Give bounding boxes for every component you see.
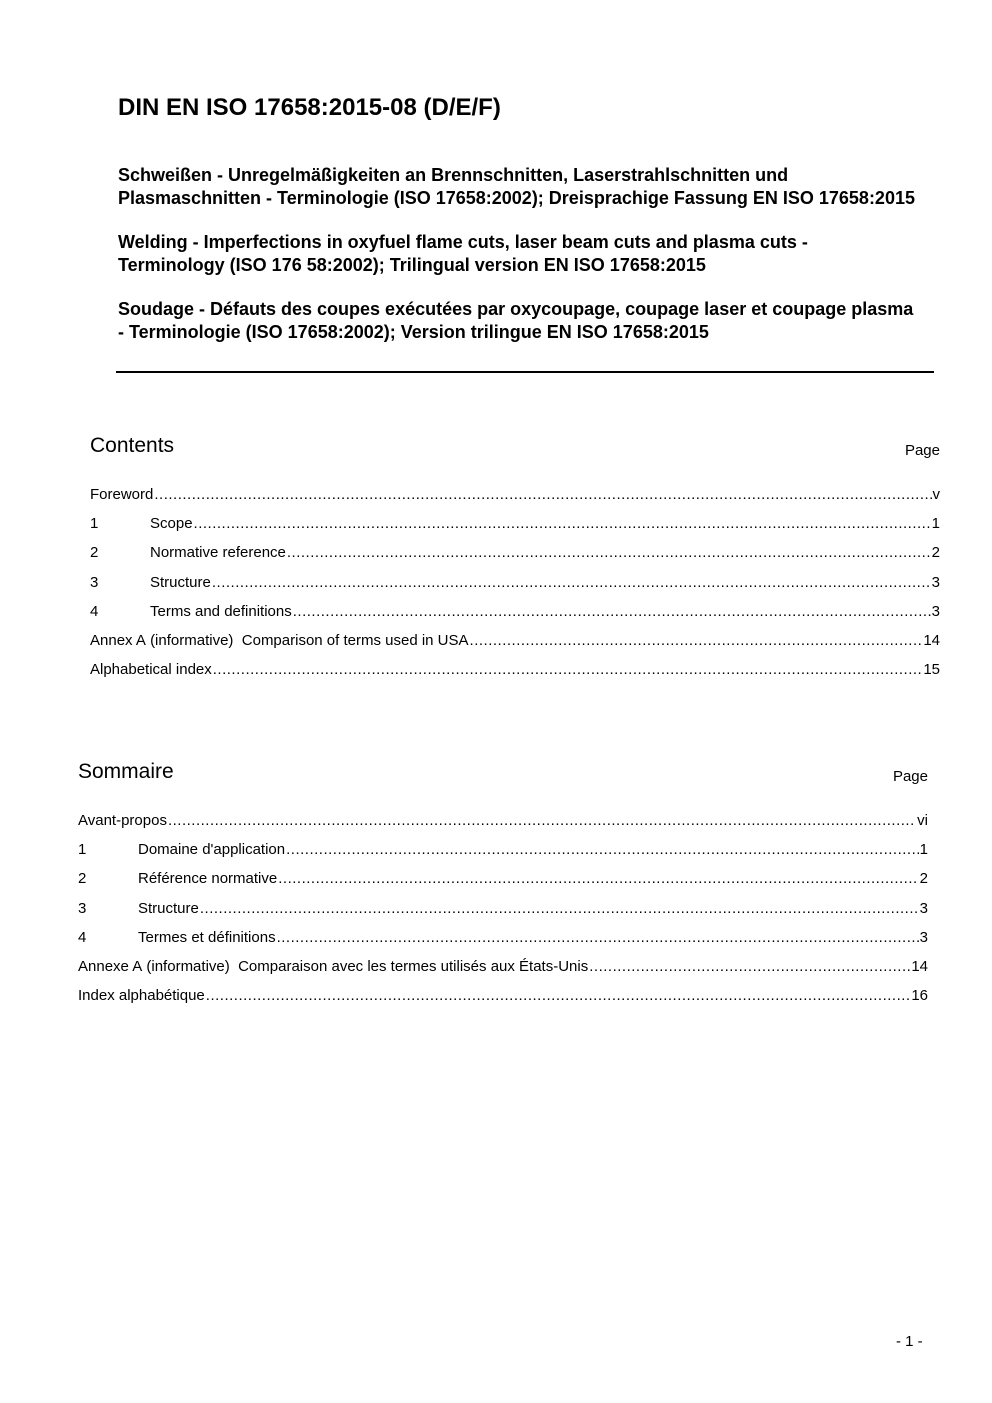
toc-entry-foreword[interactable]	[90, 486, 940, 515]
toc-leader-dots	[154, 486, 931, 503]
toc-entry-label: Alphabetical index	[90, 661, 212, 679]
toc-leader-dots	[287, 544, 931, 561]
sommaire-page-label: Page	[892, 768, 928, 785]
toc-leader-dots	[168, 812, 916, 829]
toc-annex-title: Comparison of terms used in USA	[241, 631, 469, 649]
toc-leader-dots	[212, 574, 931, 591]
sommaire-entry-annexe-a[interactable]	[78, 958, 928, 987]
sommaire-entry-index[interactable]	[78, 987, 928, 1016]
toc-entry-number: 2	[78, 870, 87, 888]
toc-leader-dots	[470, 632, 923, 649]
toc-entry-number: 4	[90, 602, 99, 620]
toc-entry-page: 2	[931, 544, 940, 562]
title-block	[118, 164, 934, 365]
toc-entry-page: 2	[919, 870, 928, 888]
toc-leader-dots	[589, 958, 910, 975]
contents-page-label: Page	[904, 442, 940, 459]
toc-entry-label: Domaine d'application	[138, 841, 286, 859]
toc-entry-number: 3	[90, 573, 99, 591]
toc-entry-normative-reference[interactable]	[90, 544, 940, 573]
toc-entry-number: 2	[90, 544, 99, 562]
toc-entry-page: 3	[919, 899, 928, 917]
toc-annex-title: Comparaison avec les termes utilisés aux États-Unis	[238, 957, 589, 975]
toc-entry-page: 14	[923, 631, 940, 649]
toc-entry-page: 3	[919, 928, 928, 946]
toc-entry-terms-definitions[interactable]	[90, 603, 940, 632]
toc-entry-page: 3	[931, 602, 940, 620]
toc-entry-label: Avant-propos	[78, 812, 167, 829]
toc-entry-label: Foreword	[90, 486, 154, 503]
sommaire-entry-termes[interactable]	[78, 929, 928, 958]
toc-entry-label: Annex A	[90, 631, 146, 649]
page-number: - 1 -	[896, 1333, 923, 1350]
toc-entry-page: 3	[931, 573, 940, 591]
toc-entry-label: Index alphabétique	[78, 987, 205, 1005]
toc-entry-structure[interactable]	[90, 574, 940, 603]
toc-entry-page: 1	[931, 515, 940, 533]
sommaire-entry-reference[interactable]	[78, 870, 928, 899]
sommaire-entry-avant-propos[interactable]	[78, 812, 928, 841]
contents-section	[90, 434, 940, 690]
sommaire-entry-domaine[interactable]	[78, 841, 928, 870]
toc-entry-page: 15	[923, 661, 940, 679]
title-english: Welding - Imperfections in oxyfuel flame cuts, laser beam cuts and plasma cuts - Terminology (ISO 176 58:2002); Trilingual version EN ISO 17658:2015	[118, 232, 808, 275]
toc-entry-label: Structure	[150, 573, 211, 591]
toc-annex-type: (informative)	[150, 631, 234, 649]
toc-entry-scope[interactable]	[90, 515, 940, 544]
toc-entry-page: vi	[917, 812, 928, 829]
toc-entry-page: v	[932, 486, 940, 503]
toc-entry-number: 4	[78, 928, 87, 946]
contents-header	[90, 434, 940, 474]
title-german: Schweißen - Unregelmäßigkeiten an Brennschnitten, Laserstrahlschnitten und Plasmaschnitten - Terminologie (ISO 17658:2002); Dreisprachige Fassung EN ISO 17658:2015	[118, 165, 915, 208]
sommaire-header	[78, 760, 928, 800]
toc-leader-dots	[194, 515, 931, 532]
toc-entry-annex-a[interactable]	[90, 632, 940, 661]
toc-entry-label: Normative reference	[150, 544, 286, 562]
toc-entry-page: 16	[911, 987, 928, 1005]
sommaire-list	[78, 812, 928, 1016]
toc-entry-label: Termes et définitions	[138, 928, 276, 946]
toc-entry-number: 1	[90, 515, 99, 533]
toc-entry-number: 1	[78, 841, 87, 859]
title-french: Soudage - Défauts des coupes exécutées par oxycoupage, coupage laser et coupage plasma - Terminologie (ISO 17658:2002); Version trilingue EN ISO 17658:2015	[118, 299, 914, 342]
toc-leader-dots	[213, 661, 923, 678]
title-divider	[116, 371, 934, 373]
toc-leader-dots	[286, 841, 919, 858]
toc-leader-dots	[206, 987, 911, 1004]
sommaire-section	[78, 760, 928, 1016]
toc-entry-page: 1	[919, 841, 928, 859]
toc-entry-label: Annexe A	[78, 957, 143, 975]
toc-entry-number: 3	[78, 899, 87, 917]
toc-annex-type: (informative)	[146, 957, 230, 975]
toc-entry-label: Structure	[138, 899, 199, 917]
sommaire-heading: Sommaire	[78, 760, 174, 783]
toc-entry-label: Scope	[150, 515, 193, 533]
contents-list	[90, 486, 940, 690]
toc-leader-dots	[293, 603, 931, 620]
sommaire-entry-structure[interactable]	[78, 900, 928, 929]
toc-entry-page: 14	[911, 957, 928, 975]
toc-entry-label: Terms and definitions	[150, 602, 292, 620]
document-title: DIN EN ISO 17658:2015-08 (D/E/F)	[118, 94, 501, 121]
contents-heading: Contents	[90, 434, 175, 457]
toc-leader-dots	[277, 929, 919, 946]
toc-leader-dots	[200, 900, 919, 917]
toc-entry-label: Référence normative	[138, 870, 278, 888]
toc-leader-dots	[278, 870, 918, 887]
toc-entry-alphabetical-index[interactable]	[90, 661, 940, 690]
